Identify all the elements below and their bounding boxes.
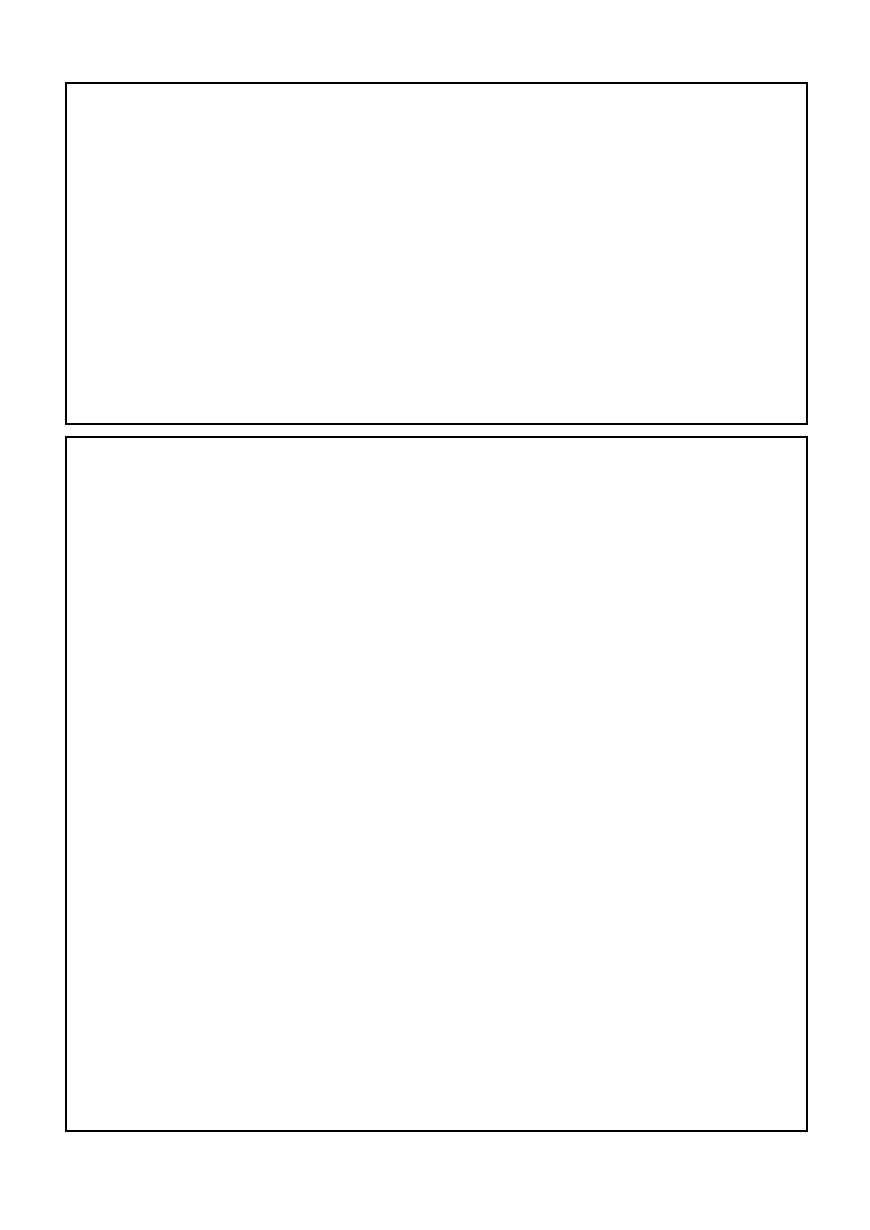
league-table — [65, 82, 808, 425]
match-table — [65, 436, 808, 1132]
